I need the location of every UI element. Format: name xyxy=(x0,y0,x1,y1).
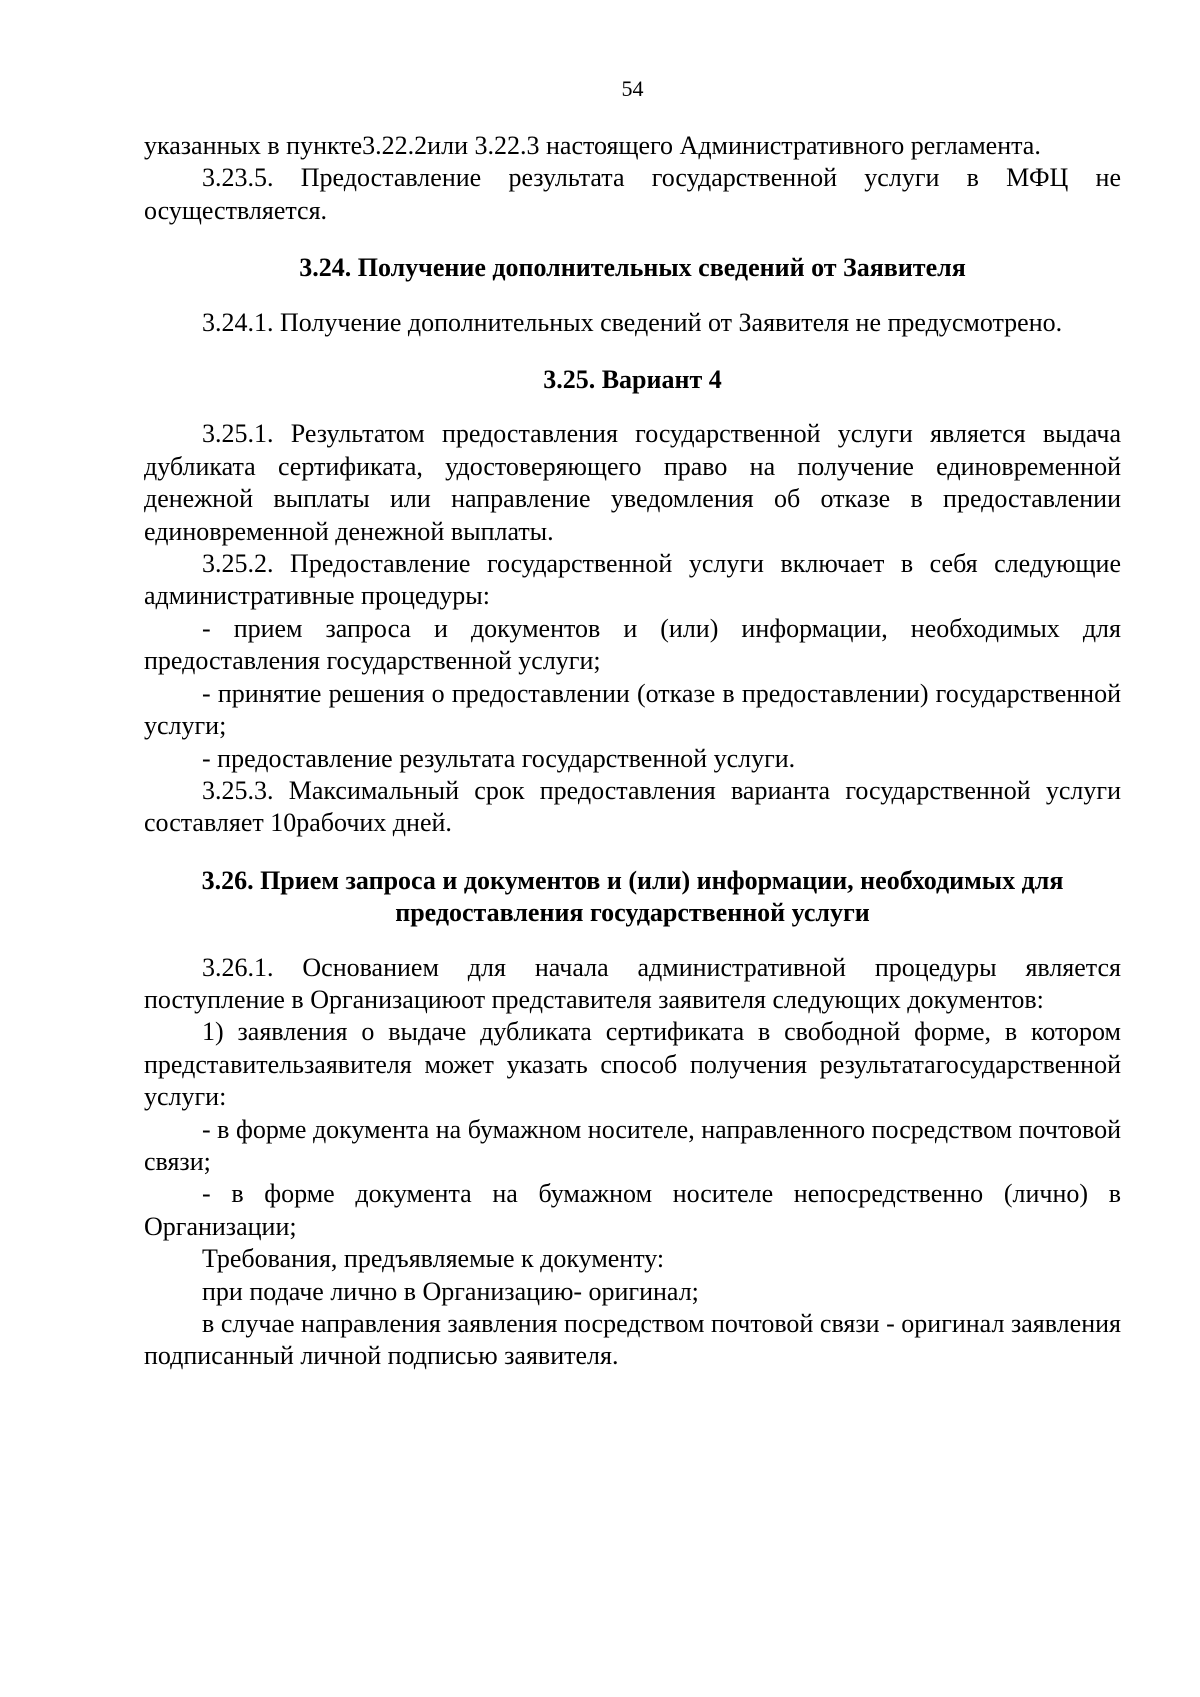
paragraph: 1) заявления о выдаче дубликата сертификата в свободной форме, в котором представительзаявителя может указать способ получения результатагосударственной услуги: xyxy=(144,1017,1121,1112)
document-body xyxy=(144,130,1121,1373)
paragraph: 3.25.3. Максимальный срок предоставления варианта государственной услуги составляет 10рабочих дней. xyxy=(144,775,1121,838)
paragraph: в случае направления заявления посредством почтовой связи - оригинал заявления подписанный личной подписью заявителя. xyxy=(144,1309,1121,1371)
paragraph: 3.25.2. Предоставление государственной услуги включает в себя следующие административные процедуры: xyxy=(144,549,1121,611)
section-heading-3-26: 3.26. Прием запроса и документов и (или) информации, необходимых для предоставления государственной услуги xyxy=(201,865,1064,928)
list-item: - в форме документа на бумажном носителе непосредственно (лично) в Организации; xyxy=(144,1179,1121,1241)
paragraph: Требования, предъявляемые к документу: xyxy=(202,1244,665,1274)
section-heading-3-25: 3.25. Вариант 4 xyxy=(543,365,722,395)
paragraph: 3.26.1. Основанием для начала административной процедуры является поступление в Организациюот представителя заявителя следующих документов: xyxy=(144,952,1121,1014)
paragraph: 3.24.1. Получение дополнительных сведений от Заявителя не предусмотрено. xyxy=(202,307,1063,337)
paragraph: 3.25.1. Результатом предоставления государственной услуги является выдача дубликата сертификата, удостоверяющего право на получение единовременной денежной выплаты или направление уведомления об отказе в предоставлении единовременной денежной выплаты. xyxy=(144,419,1121,546)
section-heading-3-24: 3.24. Получение дополнительных сведений от Заявителя xyxy=(299,253,966,283)
page-number: 54 xyxy=(621,76,644,101)
paragraph: 3.23.5. Предоставление результата государственной услуги в МФЦ не осуществляется. xyxy=(144,163,1121,225)
list-item: - прием запроса и документов и (или) информации, необходимых для предоставления государственной услуги; xyxy=(144,613,1121,676)
paragraph: указанных в пункте3.22.2или 3.22.3 настоящего Административного регламента. xyxy=(144,131,1041,160)
list-item: - принятие решения о предоставлении (отказе в предоставлении) государственной услуги; xyxy=(144,678,1121,741)
list-item: - в форме документа на бумажном носителе, направленного посредством почтовой связи; xyxy=(144,1114,1121,1176)
paragraph: при подаче лично в Организацию- оригинал; xyxy=(202,1276,699,1306)
list-item: - предоставление результата государственной услуги. xyxy=(202,743,796,773)
